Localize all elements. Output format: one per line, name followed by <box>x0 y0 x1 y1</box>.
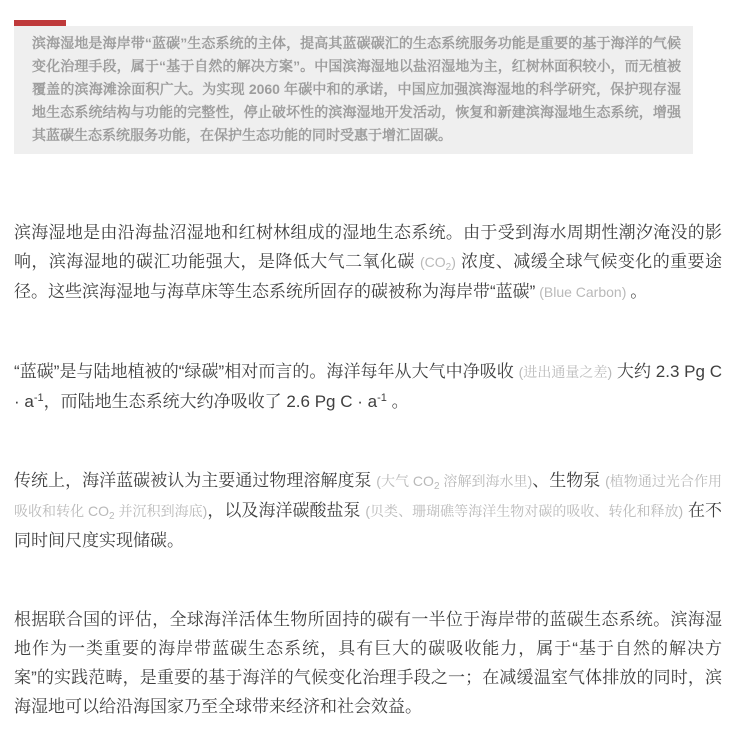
article-body <box>14 218 722 721</box>
paragraph <box>14 218 722 307</box>
text-segment: ) <box>451 254 456 270</box>
text-segment: 传统上，海洋蓝碳被认为主要通过物理溶解度泵 <box>14 471 377 490</box>
text-segment: 大约 2.3 Pg C · a <box>14 362 722 411</box>
text-segment: ，以及海洋碳酸盐泵 <box>207 501 366 520</box>
paragraph <box>14 357 722 416</box>
text-segment: -1 <box>377 392 387 404</box>
text-segment: ，而陆地生态系统大约净吸收了 2.6 Pg C · a <box>43 392 378 411</box>
text-segment: (进出通量之差) <box>518 364 613 380</box>
text-segment: 2 <box>433 481 440 492</box>
text-segment: 2 <box>445 262 452 273</box>
text-segment: (植物通过光合作用吸收和转化 CO <box>14 473 722 519</box>
text-segment: 浓度、减缓全球气候变化的重要途径。这些滨海湿地与海草床等生态系统所固存的碳被称为海岸带“蓝碳” <box>14 252 722 301</box>
paragraph <box>14 466 722 555</box>
text-segment: 根据联合国的评估，全球海洋活体生物所固持的碳有一半位于海岸带的蓝碳生态系统。滨海湿地作为一类重要的海岸带蓝碳生态系统，具有巨大的碳吸收能力，属于“基于自然的解决方案”的实践范畴，是重要的基于海洋的气候变化治理手段之一；在减缓温室气体排放的同时，滨海湿地可以给沿海国家乃至全球带来经济和社会效益。 <box>14 610 722 716</box>
text-segment: 。 <box>630 282 648 301</box>
paragraph <box>14 605 722 721</box>
abstract-text: 滨海湿地是海岸带“蓝碳”生态系统的主体，提高其蓝碳碳汇的生态系统服务功能是重要的基于海洋的气候变化治理手段，属于“基于自然的解决方案”。中国滨海湿地以盐沼湿地为主，红树林面积较小，而无植被覆盖的滨海滩涂面积广大。为实现 2060 年碳中和的承诺，中国应加强滨海湿地的科学研究，保护现存湿地生态系统结构与功能的完整性，停止破坏性的滨海湿地开发活动，恢复和新建滨海湿地生态系统，增强其蓝碳生态系统服务功能，在保护生态功能的同时受惠于增汇固碳。 <box>32 35 681 143</box>
text-segment: (Blue Carbon) <box>535 284 631 300</box>
text-segment: 滨海湿地是由沿海盐沼湿地和红树林组成的湿地生态系统。由于受到海水周期性潮汐淹没的影响，滨海湿地的碳汇功能强大，是降低大气二氧化碳 <box>14 223 722 271</box>
text-segment: (贝类、珊瑚礁等海洋生物对碳的吸收、转化和释放) <box>365 503 684 519</box>
text-segment: 。 <box>386 392 409 411</box>
text-segment: “蓝碳”是与陆地植被的“绿碳”相对而言的。海洋每年从大气中净吸收 <box>14 362 519 381</box>
abstract-box <box>14 26 693 154</box>
text-segment: 溶解到海水里) <box>439 473 533 489</box>
text-segment: (大气 CO <box>376 473 434 489</box>
text-segment: 并沉积到海底) <box>114 503 208 519</box>
text-segment: -1 <box>33 392 44 404</box>
text-segment: 、生物泵 <box>532 471 606 490</box>
text-segment: (CO <box>419 254 446 270</box>
text-segment: 2 <box>109 511 115 522</box>
text-segment: 在不同时间尺度实现储碳。 <box>14 501 723 550</box>
